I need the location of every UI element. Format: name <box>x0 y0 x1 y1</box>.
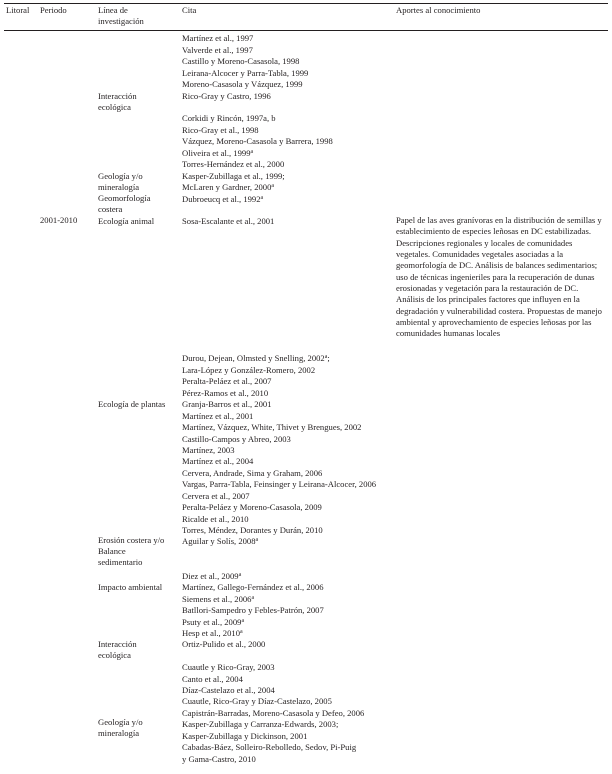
header-linea: Línea de investigación <box>98 5 144 26</box>
cita-item: Cuautle y Rico-Gray, 2003 <box>182 662 275 672</box>
cita-item: Peralta-Peláez y Moreno-Casasola, 2009 <box>182 502 322 512</box>
cita-text: McLaren y Gardner, 2000 <box>182 182 272 192</box>
footnote-mark: a <box>271 183 275 189</box>
cita-item-marked <box>182 536 258 547</box>
cita-item-marked <box>182 628 243 639</box>
cita-item: Ricalde et al., 2010 <box>182 514 249 524</box>
cita-text: Psuty et al., 2009 <box>182 617 242 627</box>
cita-item: Leirana-Alcocer y Parra-Tabla, 1999 <box>182 68 309 78</box>
cita-item: Martínez, Vázquez, White, Thivet y Brengues, 2002 <box>182 422 362 432</box>
footnote-mark: a <box>241 618 245 624</box>
cita-item: Granja-Barros et al., 2001 <box>182 399 272 409</box>
cita-text: Siemens et al., 2006 <box>182 594 252 604</box>
cita-text: Oliveira et al., 1999 <box>182 148 251 158</box>
top-rule <box>4 3 608 4</box>
linea-interaccion-ecologica: Interacción ecológica <box>98 91 137 112</box>
cita-item: Lara-López y González-Romero, 2002 <box>182 365 316 375</box>
cita-item: Cuautle, Rico-Gray y Díaz-Castelazo, 2005 <box>182 696 332 706</box>
cita-item: Vázquez, Moreno-Casasola y Barrera, 1998 <box>182 136 333 146</box>
footnote-mark: a <box>251 595 255 601</box>
cita-item: Kasper-Zubillaga y Carranza-Edwards, 2003; <box>182 719 339 729</box>
linea-ecologia-animal: Ecología animal <box>98 216 155 226</box>
cita-item-marked <box>182 594 254 605</box>
cita-item-marked: Durou, Dejean, Olmsted y Snelling, 2002$^a$; <box>182 353 330 363</box>
cita-item-marked <box>182 194 263 205</box>
linea-geologia-mineralogia-2: Geología y/o mineralogía <box>98 717 143 738</box>
cita-item: Moreno-Casasola y Vázquez, 1999 <box>182 79 303 89</box>
cita-item: Ortiz-Pulido et al., 2000 <box>182 639 266 649</box>
cita-item: Martínez, 2003 <box>182 445 235 455</box>
cita-item: Rico-Gray y Castro, 1996 <box>182 91 271 101</box>
cita-item-marked <box>182 148 253 159</box>
footnote-mark: a <box>324 354 328 360</box>
footnote-mark: a <box>238 572 242 578</box>
periodo-value: 2001-2010 <box>40 215 78 225</box>
header-rule <box>4 30 608 31</box>
header-cita: Cita <box>182 5 197 15</box>
cita-item: Batllori-Sampedro y Febles-Patrón, 2007 <box>182 605 324 615</box>
cita-item: Kasper-Zubillaga et al., 1999; <box>182 171 285 181</box>
cita-item: Pérez-Ramos et al., 2010 <box>182 388 269 398</box>
cita-item: Martínez et al., 2001 <box>182 411 254 421</box>
cita-item: Martínez et al., 2004 <box>182 456 254 466</box>
aportes-text: Papel de las aves granívoras en la distribución de semillas y establecimiento de especies leñosas en DC estabilizadas. Descripciones regionales y locales de comunidades vegetales. Comunidades vegetales asociadas a la geomorfología de DC. Análisis de balances sedimentarios; uso de técnicas ingenieriles para la recuperación de dunas erosionadas y vegetación para la restauración de DC. Análisis de los principales factores que influyen en la degradación y vulnerabilidad costera. Propuestas de manejo ambiental y aprovechamiento de especies leñosas por las comunidades humanas locales <box>396 215 602 339</box>
cita-item: Castillo-Campos y Abreo, 2003 <box>182 434 291 444</box>
linea-erosion-costera: Erosión costera y/o Balance sedimentario <box>98 535 165 567</box>
cita-item: Cabadas-Báez, Solleiro-Rebolledo, Sedov, Pi-Puig <box>182 742 357 752</box>
cita-item: Cervera et al., 2007 <box>182 491 250 501</box>
cita-text: Aguilar y Solís, 2008 <box>182 536 256 546</box>
cita-item: Torres, Méndez, Dorantes y Durán, 2010 <box>182 525 323 535</box>
cita-item: Vargas, Parra-Tabla, Feinsinger y Leirana-Alcocer, 2006 <box>182 479 377 489</box>
header-aportes: Aportes al conocimiento <box>396 5 481 15</box>
cita-item: Castillo y Moreno-Casasola, 1998 <box>182 56 300 66</box>
cita-item-marked <box>182 617 244 628</box>
cita-item: Martínez et al., 1997 <box>182 33 254 43</box>
linea-impacto-ambiental: Impacto ambiental <box>98 582 163 592</box>
footnote-mark: a <box>260 195 264 201</box>
cita-text: Durou, Dejean, Olmsted y Snelling, 2002 <box>182 353 325 363</box>
cita-item: y Gama-Castro, 2010 <box>182 754 256 764</box>
linea-ecologia-plantas: Ecología de plantas <box>98 399 166 409</box>
cita-text: Dubroeucq et al., 1992 <box>182 194 261 204</box>
header-litoral: Litoral <box>6 5 30 15</box>
cita-item: Canto et al., 2004 <box>182 674 243 684</box>
linea-geomorfologia-costera: Geomorfología costera <box>98 193 151 214</box>
cita-item: Peralta-Peláez et al., 2007 <box>182 376 272 386</box>
cita-item: Corkidi y Rincón, 1997a, b <box>182 113 276 123</box>
cita-item: Torres-Hernández et al., 2000 <box>182 159 285 169</box>
footnote-mark: a <box>250 149 254 155</box>
cita-item: Kasper-Zubillaga y Dickinson, 2001 <box>182 731 308 741</box>
cita-item: Sosa-Escalante et al., 2001 <box>182 216 275 226</box>
cita-text: Diez et al., 2009 <box>182 571 239 581</box>
cita-item-marked <box>182 182 274 193</box>
footnote-mark: a <box>240 629 243 635</box>
header-periodo: Periodo <box>40 5 67 15</box>
footnote-mark: a <box>255 537 259 543</box>
cita-item: Cervera, Andrade, Sima y Graham, 2006 <box>182 468 323 478</box>
cita-text: Hesp et al., 2010 <box>182 628 240 638</box>
cita-item: Capistrán-Barradas, Moreno-Casasola y Defeo, 2006 <box>182 708 365 718</box>
linea-interaccion-ecologica-2: Interacción ecológica <box>98 639 137 660</box>
linea-geologia-mineralogia: Geología y/o mineralogía <box>98 171 143 192</box>
cita-item: Díaz-Castelazo et al., 2004 <box>182 685 275 695</box>
cita-item: Valverde et al., 1997 <box>182 45 253 55</box>
cita-item-marked <box>182 571 241 582</box>
cita-item: Martínez, Gallego-Fernández et al., 2006 <box>182 582 324 592</box>
cita-item: Rico-Gray et al., 1998 <box>182 125 259 135</box>
